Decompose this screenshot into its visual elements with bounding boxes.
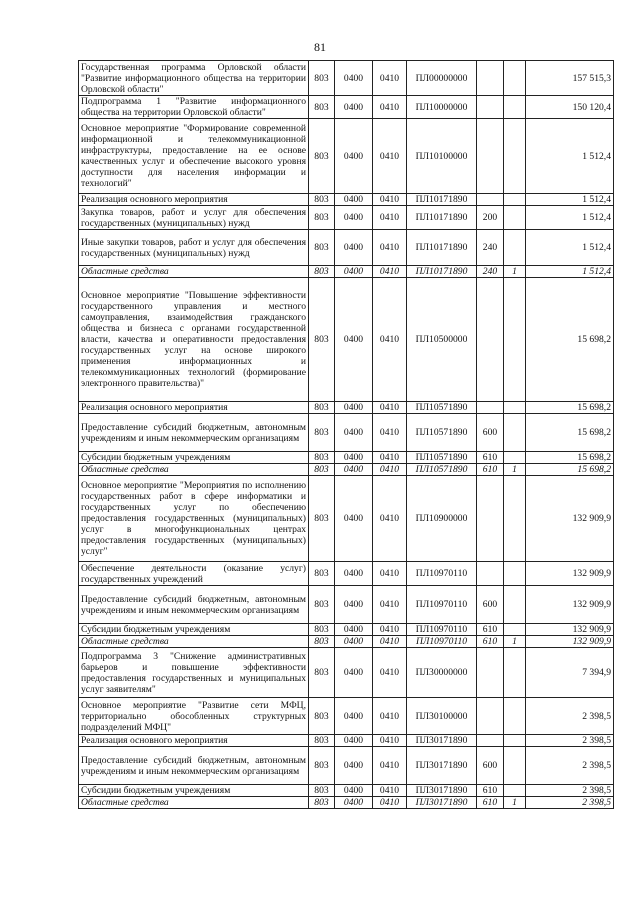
expense-type-cell: 610: [477, 797, 504, 809]
expense-type-cell: [477, 698, 504, 735]
ministry-code-cell: 803: [309, 414, 335, 452]
amount-cell: 15 698,2: [526, 414, 614, 452]
section-code-cell: 0400: [335, 61, 373, 96]
funding-source-cell: [504, 562, 526, 586]
item-name-cell: Основное мероприятие "Мероприятия по исполнению государственных работ в сфере информатики и государственных услуг по обеспечению предоставления государственных (муниципальных) услуг в многофункциональных центрах предоставления государственных (муниципальных) услуг": [79, 476, 309, 562]
amount-cell: 132 909,9: [526, 624, 614, 636]
expense-type-cell: 610: [477, 785, 504, 797]
ministry-code-cell: 803: [309, 476, 335, 562]
item-name-cell: Областные средства: [79, 464, 309, 476]
subsection-code-cell: 0410: [373, 698, 407, 735]
budget-table: [78, 60, 614, 809]
section-code-cell: 0400: [335, 402, 373, 414]
item-name-cell: Субсидии бюджетным учреждениям: [79, 624, 309, 636]
subsection-code-cell: 0410: [373, 735, 407, 747]
table-row: [79, 194, 614, 206]
subsection-code-cell: 0410: [373, 747, 407, 785]
table-row: [79, 735, 614, 747]
ministry-code-cell: 803: [309, 648, 335, 698]
table-row: [79, 785, 614, 797]
ministry-code-cell: 803: [309, 402, 335, 414]
subsection-code-cell: 0410: [373, 476, 407, 562]
section-code-cell: 0400: [335, 119, 373, 194]
target-article-cell: ПЛ10970110: [407, 636, 477, 648]
expense-type-cell: 600: [477, 586, 504, 624]
funding-source-cell: [504, 735, 526, 747]
funding-source-cell: [504, 452, 526, 464]
subsection-code-cell: 0410: [373, 797, 407, 809]
subsection-code-cell: 0410: [373, 452, 407, 464]
amount-cell: 2 398,5: [526, 747, 614, 785]
ministry-code-cell: 803: [309, 747, 335, 785]
expense-type-cell: 240: [477, 266, 504, 278]
funding-source-cell: [504, 414, 526, 452]
target-article-cell: ПЛ10571890: [407, 452, 477, 464]
table-row: [79, 414, 614, 452]
target-article-cell: ПЛ10900000: [407, 476, 477, 562]
subsection-code-cell: 0410: [373, 562, 407, 586]
target-article-cell: ПЛ10571890: [407, 402, 477, 414]
item-name-cell: Иные закупки товаров, работ и услуг для обеспечения государственных (муниципальных) нужд: [79, 230, 309, 266]
amount-cell: 2 398,5: [526, 735, 614, 747]
item-name-cell: Государственная программа Орловской области "Развитие информационного общества на территории Орловской области": [79, 61, 309, 96]
ministry-code-cell: 803: [309, 61, 335, 96]
subsection-code-cell: 0410: [373, 636, 407, 648]
ministry-code-cell: 803: [309, 624, 335, 636]
table-row: [79, 747, 614, 785]
target-article-cell: ПЛ10571890: [407, 414, 477, 452]
table-row: [79, 797, 614, 809]
table-row: [79, 402, 614, 414]
target-article-cell: ПЛ10571890: [407, 464, 477, 476]
ministry-code-cell: 803: [309, 586, 335, 624]
section-code-cell: 0400: [335, 785, 373, 797]
amount-cell: 132 909,9: [526, 476, 614, 562]
amount-cell: 132 909,9: [526, 586, 614, 624]
ministry-code-cell: 803: [309, 119, 335, 194]
section-code-cell: 0400: [335, 562, 373, 586]
section-code-cell: 0400: [335, 452, 373, 464]
expense-type-cell: [477, 61, 504, 96]
expense-type-cell: 600: [477, 414, 504, 452]
subsection-code-cell: 0410: [373, 624, 407, 636]
item-name-cell: Закупка товаров, работ и услуг для обеспечения государственных (муниципальных) нужд: [79, 206, 309, 230]
subsection-code-cell: 0410: [373, 96, 407, 119]
amount-cell: 7 394,9: [526, 648, 614, 698]
section-code-cell: 0400: [335, 747, 373, 785]
target-article-cell: ПЛ10100000: [407, 119, 477, 194]
table-row: [79, 278, 614, 402]
section-code-cell: 0400: [335, 266, 373, 278]
funding-source-cell: 1: [504, 636, 526, 648]
table-row: [79, 61, 614, 96]
ministry-code-cell: 803: [309, 266, 335, 278]
table-row: [79, 96, 614, 119]
subsection-code-cell: 0410: [373, 648, 407, 698]
table-row: [79, 698, 614, 735]
expense-type-cell: 200: [477, 206, 504, 230]
item-name-cell: Субсидии бюджетным учреждениям: [79, 785, 309, 797]
section-code-cell: 0400: [335, 194, 373, 206]
target-article-cell: ПЛ10171890: [407, 194, 477, 206]
section-code-cell: 0400: [335, 414, 373, 452]
subsection-code-cell: 0410: [373, 194, 407, 206]
item-name-cell: Реализация основного мероприятия: [79, 735, 309, 747]
ministry-code-cell: 803: [309, 452, 335, 464]
item-name-cell: Предоставление субсидий бюджетным, автономным учреждениям и иным некоммерческим организациям: [79, 414, 309, 452]
amount-cell: 2 398,5: [526, 785, 614, 797]
table-row: [79, 476, 614, 562]
item-name-cell: Основное мероприятие "Развитие сети МФЦ, территориально обособленных структурных подразделений МФЦ": [79, 698, 309, 735]
funding-source-cell: 1: [504, 464, 526, 476]
section-code-cell: 0400: [335, 278, 373, 402]
table-row: [79, 230, 614, 266]
amount-cell: 157 515,3: [526, 61, 614, 96]
funding-source-cell: [504, 624, 526, 636]
item-name-cell: Реализация основного мероприятия: [79, 194, 309, 206]
ministry-code-cell: 803: [309, 230, 335, 266]
target-article-cell: ПЛ10970110: [407, 562, 477, 586]
table-row: [79, 452, 614, 464]
funding-source-cell: 1: [504, 797, 526, 809]
item-name-cell: Предоставление субсидий бюджетным, автономным учреждениям и иным некоммерческим организациям: [79, 747, 309, 785]
section-code-cell: 0400: [335, 230, 373, 266]
section-code-cell: 0400: [335, 735, 373, 747]
amount-cell: 1 512,4: [526, 266, 614, 278]
target-article-cell: ПЛ00000000: [407, 61, 477, 96]
amount-cell: 1 512,4: [526, 119, 614, 194]
expense-type-cell: 610: [477, 636, 504, 648]
section-code-cell: 0400: [335, 586, 373, 624]
ministry-code-cell: 803: [309, 785, 335, 797]
section-code-cell: 0400: [335, 648, 373, 698]
page-number: 81: [314, 40, 326, 54]
subsection-code-cell: 0410: [373, 586, 407, 624]
amount-cell: 150 120,4: [526, 96, 614, 119]
target-article-cell: ПЛ10171890: [407, 230, 477, 266]
ministry-code-cell: 803: [309, 464, 335, 476]
item-name-cell: Предоставление субсидий бюджетным, автономным учреждениям и иным некоммерческим организациям: [79, 586, 309, 624]
expense-type-cell: [477, 96, 504, 119]
item-name-cell: Обеспечение деятельности (оказание услуг) государственных учреждений: [79, 562, 309, 586]
funding-source-cell: [504, 278, 526, 402]
funding-source-cell: [504, 648, 526, 698]
target-article-cell: ПЛ10970110: [407, 624, 477, 636]
table-row: [79, 624, 614, 636]
item-name-cell: Реализация основного мероприятия: [79, 402, 309, 414]
amount-cell: 1 512,4: [526, 194, 614, 206]
amount-cell: 2 398,5: [526, 698, 614, 735]
expense-type-cell: [477, 194, 504, 206]
amount-cell: 15 698,2: [526, 452, 614, 464]
ministry-code-cell: 803: [309, 735, 335, 747]
funding-source-cell: [504, 230, 526, 266]
ministry-code-cell: 803: [309, 206, 335, 230]
amount-cell: 15 698,2: [526, 278, 614, 402]
budget-table-body: [79, 61, 614, 809]
subsection-code-cell: 0410: [373, 230, 407, 266]
section-code-cell: 0400: [335, 464, 373, 476]
expense-type-cell: [477, 735, 504, 747]
funding-source-cell: [504, 698, 526, 735]
amount-cell: 132 909,9: [526, 562, 614, 586]
table-row: [79, 636, 614, 648]
table-row: [79, 266, 614, 278]
table-row: [79, 586, 614, 624]
section-code-cell: 0400: [335, 96, 373, 119]
item-name-cell: Основное мероприятие "Повышение эффективности государственного управления и местного самоуправления, взаимодействия гражданского общества и бизнеса с органами государственной власти, качества и оперативности предоставления государственных услуг на основе широкого применения информационных и телекоммуникационных технологий (формирование электронного правительства)": [79, 278, 309, 402]
section-code-cell: 0400: [335, 698, 373, 735]
amount-cell: 1 512,4: [526, 230, 614, 266]
item-name-cell: Субсидии бюджетным учреждениям: [79, 452, 309, 464]
expense-type-cell: 240: [477, 230, 504, 266]
item-name-cell: Основное мероприятие "Формирование современной информационной и телекоммуникационной инфраструктуры, предоставление на ее основе качественных услуг и обеспечение высокого уровня доступности для населения информации и технологий": [79, 119, 309, 194]
amount-cell: 2 398,5: [526, 797, 614, 809]
funding-source-cell: [504, 194, 526, 206]
target-article-cell: ПЛ10000000: [407, 96, 477, 119]
funding-source-cell: 1: [504, 266, 526, 278]
subsection-code-cell: 0410: [373, 266, 407, 278]
table-row: [79, 648, 614, 698]
expense-type-cell: [477, 648, 504, 698]
target-article-cell: ПЛ10970110: [407, 586, 477, 624]
expense-type-cell: 600: [477, 747, 504, 785]
target-article-cell: ПЛ10500000: [407, 278, 477, 402]
subsection-code-cell: 0410: [373, 119, 407, 194]
funding-source-cell: [504, 586, 526, 624]
funding-source-cell: [504, 402, 526, 414]
expense-type-cell: 610: [477, 452, 504, 464]
section-code-cell: 0400: [335, 476, 373, 562]
expense-type-cell: 610: [477, 464, 504, 476]
table-row: [79, 562, 614, 586]
funding-source-cell: [504, 96, 526, 119]
amount-cell: 1 512,4: [526, 206, 614, 230]
target-article-cell: ПЛ30171890: [407, 747, 477, 785]
subsection-code-cell: 0410: [373, 464, 407, 476]
target-article-cell: ПЛ10171890: [407, 266, 477, 278]
funding-source-cell: [504, 61, 526, 96]
amount-cell: 15 698,2: [526, 464, 614, 476]
item-name-cell: Областные средства: [79, 266, 309, 278]
item-name-cell: Областные средства: [79, 797, 309, 809]
target-article-cell: ПЛ30000000: [407, 648, 477, 698]
subsection-code-cell: 0410: [373, 402, 407, 414]
ministry-code-cell: 803: [309, 96, 335, 119]
expense-type-cell: 610: [477, 624, 504, 636]
funding-source-cell: [504, 206, 526, 230]
ministry-code-cell: 803: [309, 797, 335, 809]
target-article-cell: ПЛ30171890: [407, 735, 477, 747]
funding-source-cell: [504, 119, 526, 194]
ministry-code-cell: 803: [309, 278, 335, 402]
expense-type-cell: [477, 119, 504, 194]
table-row: [79, 206, 614, 230]
target-article-cell: ПЛ30171890: [407, 785, 477, 797]
ministry-code-cell: 803: [309, 194, 335, 206]
ministry-code-cell: 803: [309, 562, 335, 586]
ministry-code-cell: 803: [309, 636, 335, 648]
subsection-code-cell: 0410: [373, 414, 407, 452]
amount-cell: 132 909,9: [526, 636, 614, 648]
expense-type-cell: [477, 476, 504, 562]
target-article-cell: ПЛ30171890: [407, 797, 477, 809]
section-code-cell: 0400: [335, 797, 373, 809]
subsection-code-cell: 0410: [373, 785, 407, 797]
expense-type-cell: [477, 278, 504, 402]
section-code-cell: 0400: [335, 636, 373, 648]
target-article-cell: ПЛ10171890: [407, 206, 477, 230]
expense-type-cell: [477, 562, 504, 586]
subsection-code-cell: 0410: [373, 278, 407, 402]
item-name-cell: Областные средства: [79, 636, 309, 648]
item-name-cell: Подпрограмма 3 "Снижение административных барьеров и повышение эффективности предоставления государственных и муниципальных услуг заявителям": [79, 648, 309, 698]
funding-source-cell: [504, 785, 526, 797]
table-row: [79, 119, 614, 194]
expense-type-cell: [477, 402, 504, 414]
subsection-code-cell: 0410: [373, 61, 407, 96]
amount-cell: 15 698,2: [526, 402, 614, 414]
section-code-cell: 0400: [335, 206, 373, 230]
ministry-code-cell: 803: [309, 698, 335, 735]
section-code-cell: 0400: [335, 624, 373, 636]
item-name-cell: Подпрограмма 1 "Развитие информационного общества на территории Орловской области": [79, 96, 309, 119]
funding-source-cell: [504, 476, 526, 562]
funding-source-cell: [504, 747, 526, 785]
target-article-cell: ПЛ30100000: [407, 698, 477, 735]
subsection-code-cell: 0410: [373, 206, 407, 230]
table-row: [79, 464, 614, 476]
